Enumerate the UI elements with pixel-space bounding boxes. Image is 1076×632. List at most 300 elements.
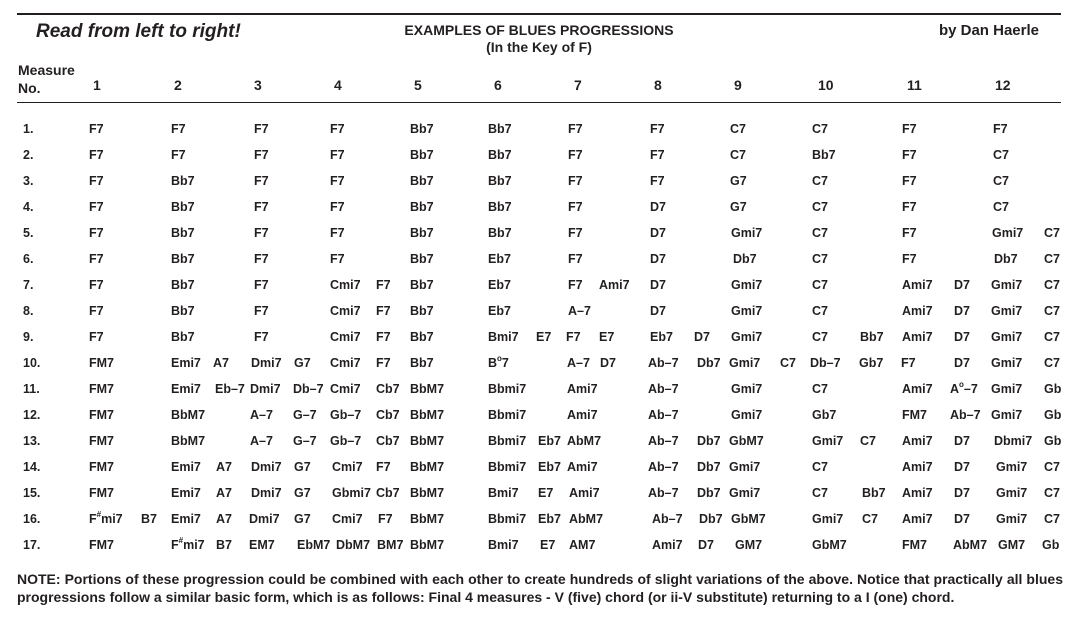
chord: F7 <box>89 278 104 292</box>
chord: F7 <box>254 226 269 240</box>
chord: D7 <box>954 460 970 474</box>
chord: Gmi7 <box>991 330 1023 344</box>
chord: Db–7 <box>293 382 324 396</box>
chord: Bb7 <box>171 174 195 188</box>
chord: D7 <box>698 538 714 552</box>
chord: Cmi7 <box>330 356 361 370</box>
chord: Db7 <box>699 512 723 526</box>
measure-header: 4 <box>334 77 342 93</box>
measure-header: 8 <box>654 77 662 93</box>
chord: C7 <box>1044 356 1060 370</box>
chord: Bb7 <box>410 174 434 188</box>
chord: C7 <box>812 460 828 474</box>
chord: B7 <box>141 512 157 526</box>
chord: Gmi7 <box>992 226 1024 240</box>
row-number: 5. <box>23 226 34 240</box>
row-number: 14. <box>23 460 41 474</box>
chord: BbM7 <box>410 382 445 396</box>
chord: Eb7 <box>538 460 561 474</box>
chord: FM7 <box>902 538 927 552</box>
chord: F7 <box>330 174 345 188</box>
chord: D7 <box>600 356 616 370</box>
chord: Ab–7 <box>648 356 679 370</box>
chord: C7 <box>993 200 1009 214</box>
chord: Cmi7 <box>330 330 361 344</box>
chord: G7 <box>730 200 747 214</box>
chord: C7 <box>1044 278 1060 292</box>
chord: GbM7 <box>812 538 847 552</box>
chord: F7 <box>902 122 917 136</box>
chord: Ami7 <box>902 304 933 318</box>
chord: Dbmi7 <box>994 434 1033 448</box>
chord: Bb7 <box>410 304 434 318</box>
chord: F7 <box>330 148 345 162</box>
chord: Bb7 <box>410 122 434 136</box>
chord: Bbmi7 <box>488 382 527 396</box>
chord: Db7 <box>733 252 757 266</box>
chord: Cb7 <box>376 382 400 396</box>
chord: Gb–7 <box>330 434 362 448</box>
chord: Bb7 <box>860 330 884 344</box>
chord: C7 <box>730 148 746 162</box>
chord: C7 <box>993 174 1009 188</box>
chord: C7 <box>812 252 828 266</box>
chord: C7 <box>812 330 828 344</box>
chord: F7 <box>568 200 583 214</box>
chord: FM7 <box>89 538 114 552</box>
chord: A7 <box>216 512 232 526</box>
chord: C7 <box>1044 486 1060 500</box>
chord: F7 <box>254 148 269 162</box>
chord: Ami7 <box>569 486 600 500</box>
chord: Cb7 <box>376 486 400 500</box>
chord: F7 <box>568 174 583 188</box>
chord: F7 <box>89 200 104 214</box>
chord: Ami7 <box>902 512 933 526</box>
author-credit: by Dan Haerle <box>938 22 1039 39</box>
chord: A–7 <box>250 434 273 448</box>
chord: F7 <box>89 330 104 344</box>
chord: F7 <box>89 148 104 162</box>
row-number: 17. <box>23 538 41 552</box>
chord: BbM7 <box>410 434 445 448</box>
chord: Dmi7 <box>250 382 281 396</box>
chord: Gmi7 <box>731 330 763 344</box>
chord: Cb7 <box>376 434 400 448</box>
chord: F#mi7 <box>89 510 123 526</box>
chord: C7 <box>812 382 828 396</box>
chord: Emi7 <box>171 382 201 396</box>
chord: Db7 <box>697 356 721 370</box>
chord: A–7 <box>567 356 590 370</box>
chord: C7 <box>812 174 828 188</box>
chord: F7 <box>902 226 917 240</box>
chord: Gb7 <box>812 408 837 422</box>
chord: Gmi7 <box>729 356 761 370</box>
chord: AbM7 <box>567 434 602 448</box>
chord: Cmi7 <box>330 278 361 292</box>
chord: F7 <box>378 512 393 526</box>
chord: E7 <box>599 330 615 344</box>
row-number: 2. <box>23 148 34 162</box>
chord: Gb7 <box>859 356 884 370</box>
chord: Gmi7 <box>996 460 1028 474</box>
chord: Gmi7 <box>996 512 1028 526</box>
chord: AbM7 <box>953 538 988 552</box>
chord: Bb7 <box>488 200 512 214</box>
measure-label-line2: No. <box>18 80 41 96</box>
chord: F7 <box>171 122 186 136</box>
chord: D7 <box>650 226 666 240</box>
chord: Ami7 <box>902 382 933 396</box>
chord: EM7 <box>249 538 275 552</box>
row-number: 9. <box>23 330 34 344</box>
chord: F7 <box>330 252 345 266</box>
chord: Gb <box>1044 382 1062 396</box>
chord: F7 <box>376 330 391 344</box>
chord: C7 <box>1044 512 1060 526</box>
chord: Gmi7 <box>731 408 763 422</box>
chord: Ami7 <box>567 408 598 422</box>
measure-header: 5 <box>414 77 422 93</box>
chord: C7 <box>860 434 876 448</box>
row-number: 7. <box>23 278 34 292</box>
chord: Gmi7 <box>991 304 1023 318</box>
chord: D7 <box>954 486 970 500</box>
chord: F7 <box>902 148 917 162</box>
chord: D7 <box>650 304 666 318</box>
chord: BbM7 <box>410 512 445 526</box>
chord: Gmi7 <box>991 408 1023 422</box>
measure-label-line1: Measure <box>18 62 75 78</box>
chord: Gmi7 <box>996 486 1028 500</box>
chord: Db7 <box>697 460 721 474</box>
chord: Gb <box>1044 408 1062 422</box>
chord: A–7 <box>250 408 273 422</box>
row-number: 12. <box>23 408 41 422</box>
chord: Ab–7 <box>648 486 679 500</box>
chord: BbM7 <box>171 408 206 422</box>
chord: Bb7 <box>410 330 434 344</box>
chord: Emi7 <box>171 512 201 526</box>
chord: Bb7 <box>410 356 434 370</box>
chord: D7 <box>954 512 970 526</box>
header-rule <box>17 102 1061 103</box>
measure-header: 12 <box>995 77 1011 93</box>
chord: F7 <box>568 122 583 136</box>
measure-header: 2 <box>174 77 182 93</box>
chord: Gmi7 <box>991 382 1023 396</box>
chord: Ami7 <box>902 434 933 448</box>
chord: F7 <box>254 304 269 318</box>
chord: D7 <box>694 330 710 344</box>
chord: Gmi7 <box>812 434 844 448</box>
chord: G7 <box>730 174 747 188</box>
chord: Bb7 <box>410 278 434 292</box>
title-line-1: EXAMPLES OF BLUES PROGRESSIONS <box>404 22 674 38</box>
chord: Bb7 <box>410 200 434 214</box>
chord: Emi7 <box>171 356 201 370</box>
chord: Gb <box>1042 538 1060 552</box>
chord: Cmi7 <box>330 304 361 318</box>
chord: Gmi7 <box>731 226 763 240</box>
chord: F7 <box>902 174 917 188</box>
chord: Ab–7 <box>648 382 679 396</box>
instruction-text: Read from left to right! <box>36 21 241 42</box>
chord: Ami7 <box>599 278 630 292</box>
chord: AM7 <box>569 538 596 552</box>
title-line-2: (In the Key of F) <box>486 39 592 55</box>
chord: Ami7 <box>652 538 683 552</box>
chord: D7 <box>954 356 970 370</box>
chord: C7 <box>1044 226 1060 240</box>
chord: F7 <box>376 304 391 318</box>
chord: FM7 <box>89 356 114 370</box>
chord: F#mi7 <box>171 536 205 552</box>
chord: Gmi7 <box>729 486 761 500</box>
measure-header: 3 <box>254 77 262 93</box>
chord: C7 <box>730 122 746 136</box>
measure-header: 10 <box>818 77 834 93</box>
chord: F7 <box>902 252 917 266</box>
chord: Dmi7 <box>251 460 282 474</box>
chord: Db7 <box>994 252 1018 266</box>
chord: Bbmi7 <box>488 408 527 422</box>
chord: Ab–7 <box>950 408 981 422</box>
chord: GbM7 <box>729 434 764 448</box>
footnote: NOTE: Portions of these progression could be combined with each other to create hundreds of slight variations of the above. Notice that practically all blues progressions follow a similar basic form, which is as follows: Final 4 measures - V (five) chord (or ii-V substitute) returning to a I (one) chord. <box>17 571 1063 605</box>
chord: G7 <box>294 486 311 500</box>
chord: F7 <box>89 174 104 188</box>
chord: E7 <box>538 486 554 500</box>
chord: Ami7 <box>902 330 933 344</box>
chord: BbM7 <box>410 486 445 500</box>
chord: FM7 <box>89 408 114 422</box>
chord: Cmi7 <box>332 512 363 526</box>
row-number: 10. <box>23 356 41 370</box>
chord: E7 <box>536 330 552 344</box>
chord: Gb–7 <box>330 408 362 422</box>
chord: C7 <box>780 356 796 370</box>
chord: F7 <box>650 148 665 162</box>
chord: A7 <box>216 460 232 474</box>
chord: G7 <box>294 512 311 526</box>
chord: Bb7 <box>488 148 512 162</box>
chord: Gb <box>1044 434 1062 448</box>
chord: F7 <box>650 174 665 188</box>
chord: Bb7 <box>488 122 512 136</box>
chord: Cmi7 <box>330 382 361 396</box>
chord: D7 <box>954 304 970 318</box>
chord: Eb7 <box>488 304 511 318</box>
chord: EbM7 <box>297 538 331 552</box>
chord: Ami7 <box>567 382 598 396</box>
chord: Bb7 <box>862 486 886 500</box>
chord: C7 <box>1044 252 1060 266</box>
chord: Gmi7 <box>731 382 763 396</box>
chord: F7 <box>89 226 104 240</box>
chord: BbM7 <box>171 434 206 448</box>
chord: FM7 <box>89 486 114 500</box>
chord: $A^o-7$ <box>950 380 978 396</box>
chord: Bbmi7 <box>488 460 527 474</box>
chord: Bb7 <box>171 330 195 344</box>
chord: Bbmi7 <box>488 434 527 448</box>
chord: BbM7 <box>410 460 445 474</box>
chord: F7 <box>650 122 665 136</box>
chord: Gmi7 <box>729 460 761 474</box>
chord: Bb7 <box>171 278 195 292</box>
chord: Dmi7 <box>251 356 282 370</box>
chord: D7 <box>650 252 666 266</box>
chord: C7 <box>812 486 828 500</box>
chord: F7 <box>901 356 916 370</box>
chord: BbM7 <box>410 408 445 422</box>
chord: C7 <box>812 278 828 292</box>
chord: C7 <box>1044 460 1060 474</box>
measure-header: 7 <box>574 77 582 93</box>
chord: Ami7 <box>567 460 598 474</box>
chord: Ami7 <box>902 460 933 474</box>
chord: Emi7 <box>171 486 201 500</box>
chord: F7 <box>566 330 581 344</box>
chord: Bmi7 <box>488 486 519 500</box>
chord: F7 <box>330 122 345 136</box>
chord: F7 <box>568 252 583 266</box>
chord: $B^o7$ <box>488 354 509 370</box>
chord: G–7 <box>293 408 317 422</box>
chord: C7 <box>812 304 828 318</box>
chord: Ab–7 <box>648 434 679 448</box>
row-number: 4. <box>23 200 34 214</box>
chord: Eb7 <box>650 330 673 344</box>
chord: E7 <box>540 538 556 552</box>
chord: C7 <box>812 122 828 136</box>
chord: A7 <box>216 486 232 500</box>
chord: Bb7 <box>171 226 195 240</box>
chord: Ab–7 <box>648 408 679 422</box>
chord: F7 <box>568 278 583 292</box>
chord: Bb7 <box>171 200 195 214</box>
chord: Ami7 <box>902 278 933 292</box>
chord: FM7 <box>902 408 927 422</box>
chord: D7 <box>954 434 970 448</box>
chord: Gbmi7 <box>332 486 371 500</box>
chord: F7 <box>89 252 104 266</box>
chord: F7 <box>330 200 345 214</box>
chord: Eb–7 <box>215 382 245 396</box>
chord: Db–7 <box>810 356 841 370</box>
chord: Cb7 <box>376 408 400 422</box>
chord: Emi7 <box>171 460 201 474</box>
chord: A–7 <box>568 304 591 318</box>
chord: Ab–7 <box>648 460 679 474</box>
measure-no-label <box>18 61 75 97</box>
chord: GM7 <box>735 538 763 552</box>
row-number: 13. <box>23 434 41 448</box>
chord: Bmi7 <box>488 330 519 344</box>
chord: D7 <box>954 278 970 292</box>
chord: C7 <box>1044 330 1060 344</box>
chord: BbM7 <box>410 538 445 552</box>
chord: D7 <box>650 200 666 214</box>
chord: F7 <box>902 200 917 214</box>
chord: Bb7 <box>410 252 434 266</box>
row-number: 1. <box>23 122 34 136</box>
chord: DbM7 <box>336 538 371 552</box>
measure-header: 6 <box>494 77 502 93</box>
measure-header: 11 <box>907 77 922 93</box>
chord: Bb7 <box>488 174 512 188</box>
chord: Bb7 <box>171 252 195 266</box>
chord: F7 <box>254 330 269 344</box>
chord: F7 <box>993 122 1008 136</box>
chord: GM7 <box>998 538 1026 552</box>
chord: F7 <box>89 122 104 136</box>
row-number: 15. <box>23 486 41 500</box>
chord: Dmi7 <box>251 486 282 500</box>
chord: Eb7 <box>538 512 561 526</box>
chord: Bb7 <box>410 226 434 240</box>
chord: C7 <box>862 512 878 526</box>
chord: Dmi7 <box>249 512 280 526</box>
chord: G7 <box>294 356 311 370</box>
chord: FM7 <box>89 434 114 448</box>
chord: F7 <box>568 226 583 240</box>
chord: Gmi7 <box>731 304 763 318</box>
chord: Db7 <box>697 486 721 500</box>
chord: Bb7 <box>171 304 195 318</box>
chord: F7 <box>254 200 269 214</box>
chord: G7 <box>294 460 311 474</box>
page-title <box>300 22 778 56</box>
chord: Eb7 <box>488 252 511 266</box>
chord: A7 <box>213 356 229 370</box>
row-number: 16. <box>23 512 41 526</box>
top-rule <box>17 13 1061 15</box>
chord: B7 <box>216 538 232 552</box>
chord: C7 <box>993 148 1009 162</box>
chord: Bbmi7 <box>488 512 527 526</box>
chord: FM7 <box>89 460 114 474</box>
chord: F7 <box>376 278 391 292</box>
chord: FM7 <box>89 382 114 396</box>
chord: F7 <box>254 252 269 266</box>
chord: G–7 <box>293 434 317 448</box>
chord: F7 <box>254 174 269 188</box>
chord: Gmi7 <box>991 278 1023 292</box>
chord: Gmi7 <box>812 512 844 526</box>
chord: Bb7 <box>410 148 434 162</box>
chord: Bb7 <box>812 148 836 162</box>
measure-header: 9 <box>734 77 742 93</box>
chord: F7 <box>89 304 104 318</box>
chord: Bmi7 <box>488 538 519 552</box>
chord: D7 <box>650 278 666 292</box>
chord: F7 <box>171 148 186 162</box>
chord: Cmi7 <box>332 460 363 474</box>
chord: GbM7 <box>731 512 766 526</box>
chord: C7 <box>812 200 828 214</box>
chord: Db7 <box>697 434 721 448</box>
chord: Eb7 <box>488 278 511 292</box>
chord: F7 <box>330 226 345 240</box>
row-number: 3. <box>23 174 34 188</box>
chord: C7 <box>812 226 828 240</box>
chord: Gmi7 <box>991 356 1023 370</box>
chord: Gmi7 <box>731 278 763 292</box>
chord: AbM7 <box>569 512 604 526</box>
